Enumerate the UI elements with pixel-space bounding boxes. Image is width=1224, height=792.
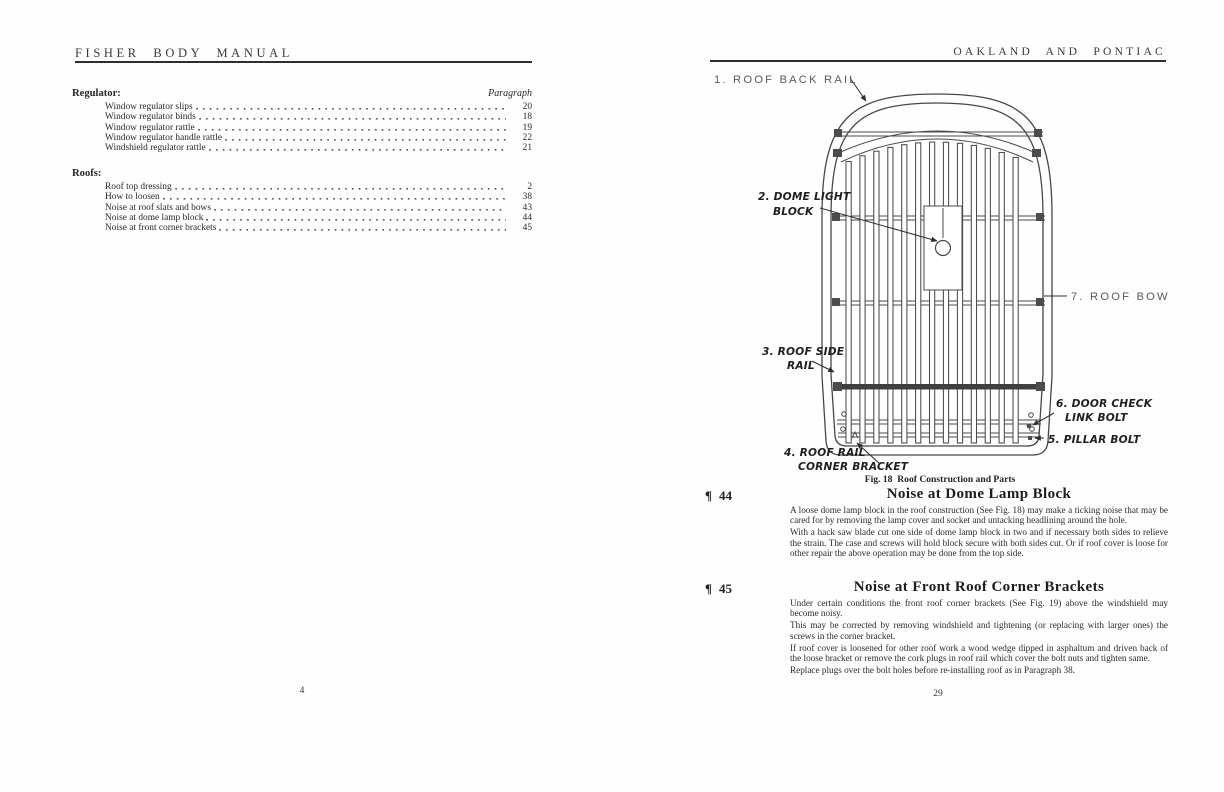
- roof-construction-diagram: [700, 66, 1180, 476]
- roof-slat: [846, 162, 851, 444]
- toc-item: [72, 192, 532, 202]
- figure-label-door-check-link-bolt-1: 6. DOOR CHECK: [1056, 398, 1153, 410]
- toc-item: [72, 203, 532, 213]
- toc-item-paragraph-number: 38: [522, 192, 532, 203]
- toc-section-title: Regulator:: [72, 88, 121, 99]
- roof-slat: [971, 145, 976, 443]
- toc-item-paragraph-number: 45: [522, 223, 532, 234]
- toc-item: [72, 133, 532, 143]
- dot-leader: [206, 213, 506, 223]
- toc-section-head: [72, 88, 532, 99]
- roof-slat: [902, 145, 907, 443]
- roof-slat: [943, 142, 948, 443]
- paragraph-mark-45: [705, 581, 732, 597]
- figure-label-roof-rail-corner-bracket-1: 4. ROOF RAIL: [784, 447, 866, 459]
- figure-label-dome-light-block-1: 2. DOME LIGHT: [758, 191, 851, 203]
- roof-slat: [1013, 157, 1018, 443]
- toc-item: [72, 102, 532, 112]
- body-paragraph: This may be corrected by removing windshield and tightening (or replacing with larger ones) the screws in the corner bracket.: [790, 620, 1168, 641]
- toc-item-paragraph-number: 20: [522, 102, 532, 112]
- figure-label-roof-back-rail: 1. ROOF BACK RAIL: [714, 74, 858, 86]
- left-page-header: FISHER BODY MANUAL: [75, 46, 293, 60]
- figure-label-dome-light-block-2: BLOCK: [773, 206, 814, 218]
- bolt-holes: [841, 412, 1035, 440]
- toc-item-label: Window regulator handle rattle: [105, 132, 223, 143]
- body-paragraph: Under certain conditions the front roof corner brackets (See Fig. 19) above the windshield may become noisy.: [790, 598, 1168, 619]
- roof-slat: [999, 153, 1004, 444]
- section-body-45: [790, 598, 1168, 677]
- toc-item-label: Window regulator rattle: [105, 122, 195, 133]
- toc-section-head: [72, 168, 532, 179]
- dot-leader: [219, 223, 506, 233]
- toc-item: [72, 182, 532, 192]
- roof-slat: [874, 151, 879, 443]
- pilcrow-mark: ¶: [705, 581, 713, 596]
- roof-slat: [916, 143, 921, 443]
- roof-slat: [888, 147, 893, 443]
- body-paragraph: If roof cover is loosened for other roof work a wood wedge dipped in asphaltum and driven back of the loose bracket or remove the cork plugs in roof rail which cover the bolt nuts and tighten same.: [790, 642, 1168, 664]
- paragraph-mark-44: [705, 488, 732, 504]
- toc-item: [72, 213, 532, 223]
- paragraph-number: 44: [719, 488, 733, 503]
- toc-rows: [72, 102, 532, 153]
- dot-leader: [209, 143, 506, 153]
- dot-leader: [196, 102, 506, 112]
- toc-item-label: Window regulator slips: [105, 102, 193, 112]
- toc-item-paragraph-number: 19: [522, 122, 532, 133]
- toc-item-paragraph-number: 22: [522, 132, 532, 143]
- figure-label-roof-side-rail-2: RAIL: [787, 360, 815, 372]
- toc-item-label: Noise at front corner brackets: [105, 223, 217, 234]
- roof-slat: [985, 148, 990, 443]
- front-header-rails: [837, 420, 1041, 437]
- roof-slat: [930, 142, 935, 443]
- section-body-44: [790, 505, 1168, 560]
- right-page-number: 29: [933, 689, 943, 699]
- dot-leader: [175, 182, 506, 192]
- figure-label-door-check-link-bolt-2: LINK BOLT: [1065, 412, 1128, 424]
- figure-caption: Fig. 18 Roof Construction and Parts: [864, 474, 1016, 485]
- dot-leader: [163, 192, 506, 202]
- toc-item: [72, 123, 532, 133]
- dot-leader: [214, 203, 506, 213]
- body-paragraph: With a hack saw blade cut one side of dome lamp block in two and if necessary both sides to relieve the strain. The case and screws will hold block secure with both sides cut. Or if roof cover is loose for other repair the above operation may be done from the top side.: [790, 527, 1168, 559]
- toc-item: [72, 143, 532, 153]
- paragraph-number: 45: [719, 581, 733, 596]
- toc-item-label: Noise at roof slats and bows: [105, 202, 211, 213]
- toc-item-paragraph-number: 44: [522, 212, 532, 223]
- toc-item-label: Windshield regulator rattle: [105, 143, 206, 154]
- figure-label-roof-rail-corner-bracket-2: CORNER BRACKET: [798, 461, 909, 473]
- toc-section-roofs: [72, 168, 532, 233]
- door-check-link-bolt: [1027, 424, 1032, 429]
- pillar-bolt: [1028, 436, 1032, 440]
- body-paragraph: A loose dome lamp block in the roof construction (See Fig. 18) may make a ticking noise that may be cared for by removing the lamp cover and socket and untacking headlining around the hole.: [790, 505, 1168, 526]
- right-page-header: OAKLAND AND PONTIAC: [953, 45, 1166, 58]
- dome-light-block: [924, 206, 962, 290]
- section-title-45: Noise at Front Roof Corner Brackets: [853, 579, 1105, 595]
- toc-section-title: Roofs:: [72, 168, 102, 179]
- toc-item: [72, 112, 532, 122]
- left-header-rule: [75, 61, 532, 63]
- toc-item-label: Roof top dressing: [105, 182, 172, 192]
- dot-leader: [199, 112, 506, 122]
- toc-item-paragraph-number: 2: [527, 182, 532, 192]
- toc-item-paragraph-number: 21: [522, 143, 532, 154]
- figure-label-roof-side-rail-1: 3. ROOF SIDE: [762, 346, 845, 358]
- toc-rows: [72, 182, 532, 233]
- pilcrow-mark: ¶: [705, 488, 713, 503]
- body-paragraph: Replace plugs over the bolt holes before re-installing roof as in Paragraph 38.: [790, 665, 1075, 676]
- roof-slat: [957, 143, 962, 443]
- figure-label-roof-bow: 7. ROOF BOW: [1071, 291, 1170, 303]
- toc-item-label: How to loosen: [105, 192, 160, 203]
- toc-column-header: Paragraph: [488, 88, 532, 99]
- section-title-44: Noise at Dome Lamp Block: [886, 486, 1072, 502]
- toc-item-paragraph-number: 43: [522, 202, 532, 213]
- roof-slats: [846, 142, 1018, 443]
- toc-section-regulator: [72, 88, 532, 153]
- toc-item-paragraph-number: 18: [522, 112, 532, 123]
- toc-item-label: Noise at dome lamp block: [105, 212, 204, 223]
- toc-item-label: Window regulator binds: [105, 112, 196, 123]
- dot-leader: [225, 133, 506, 143]
- right-header-rule: [710, 60, 1166, 62]
- figure-label-pillar-bolt: 5. PILLAR BOLT: [1048, 434, 1141, 446]
- roof-slat: [860, 156, 865, 443]
- dot-leader: [198, 123, 506, 133]
- leader-door-check-link-bolt: [1033, 413, 1054, 425]
- left-page-number: 4: [299, 686, 305, 696]
- toc-item: [72, 223, 532, 233]
